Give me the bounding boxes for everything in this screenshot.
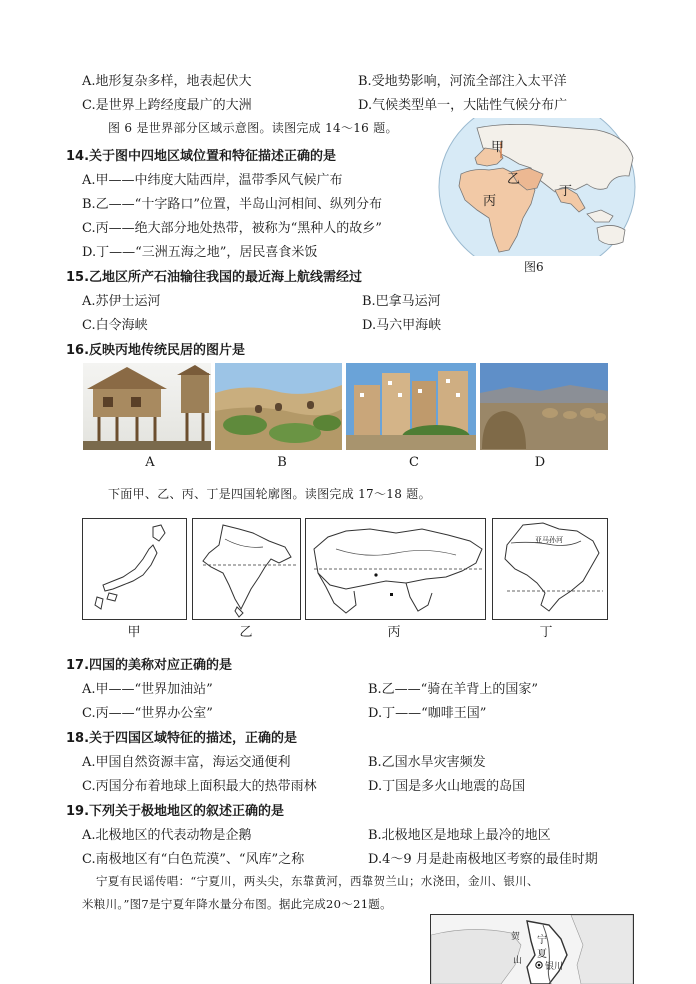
photo-c-label: C (409, 455, 419, 470)
question-17-option-d: D.丁——“咖啡王国” (368, 706, 487, 721)
question-15-option-a: A.苏伊士运河 (82, 294, 161, 309)
outline-map-jia-label: 甲 (127, 625, 141, 640)
question-15-option-b: B.巴拿马运河 (362, 294, 441, 309)
top-option-b: B.受地势影响，河流全部注入太平洋 (358, 74, 567, 89)
question-17-option-b: B.乙——“骑在羊背上的国家” (368, 682, 538, 697)
figure-7-label-ning: 宁 (537, 935, 547, 946)
photo-a-stilt-houses (83, 363, 211, 450)
question-19-option-b: B.北极地区是地球上最冷的地区 (368, 828, 551, 843)
question-14-stem: 14.关于图中四地区域位置和特征描述正确的是 (66, 149, 337, 164)
outline-map-yi-india (192, 518, 301, 620)
figure-6-label-ding: 丁 (559, 184, 573, 199)
question-17-stem: 17.四国的美称对应正确的是 (66, 658, 233, 673)
figure-6-label-bing: 丙 (483, 194, 497, 209)
question-18-option-c: C.丙国分布着地球上面积最大的热带雨林 (82, 779, 317, 794)
question-18-option-b: B.乙国水旱灾害频发 (368, 755, 486, 770)
figure-7-label-xia: 夏 (537, 949, 547, 960)
figure-7-ningxia-map (430, 914, 634, 984)
outline-map-jia-japan (82, 518, 187, 620)
question-14-option-a: A.甲——中纬度大陆西岸，温带季风气候广布 (82, 173, 343, 188)
question-14-option-b: B.乙——“十字路口”位置，半岛山河相间、纵列分布 (82, 197, 382, 212)
question-18-option-d: D.丁国是多火山地震的岛国 (368, 779, 526, 794)
photo-d-label: D (534, 455, 546, 470)
photo-d-thatched-huts (480, 363, 608, 450)
question-17-option-c: C.丙——“世界办公室” (82, 706, 213, 721)
intro-14-16: 图 6 是世界部分区域示意图。读图完成 14～16 题。 (108, 121, 398, 135)
question-14-option-d: D.丁——“三洲五海之地”，居民喜食米饭 (82, 245, 318, 260)
figure-7-label-shan: 山 (513, 956, 523, 966)
intro-17-18: 下面甲、乙、丙、丁是四国轮廓图。读图完成 17～18 题。 (108, 487, 431, 501)
question-17-option-a: A.甲——“世界加油站” (82, 682, 213, 697)
photo-b-label: B (277, 455, 287, 470)
figure-6-label-yi: 乙 (507, 172, 521, 187)
figure-6-map (437, 118, 637, 256)
photo-b-cave-dwellings (215, 363, 342, 450)
question-15-stem: 15.乙地区所产石油输往我国的最近海上航线需经过 (66, 270, 363, 285)
outline-map-ding-label: 丁 (539, 625, 553, 640)
figure-6-label-jia: 甲 (491, 140, 505, 155)
figure-6-caption: 图6 (524, 260, 544, 274)
top-option-c: C.是世界上跨经度最广的大洲 (82, 98, 252, 113)
figure-6 (437, 118, 637, 256)
question-19-option-d: D.4～9 月是赴南极地区考察的最佳时期 (368, 852, 598, 867)
question-19-option-c: C.南极地区有“白色荒漠”、“风库”之称 (82, 852, 305, 867)
question-19-option-a: A.北极地区的代表动物是企鹅 (82, 828, 252, 843)
outline-map-bing-russia-region (305, 518, 486, 620)
question-14-option-c: C.丙——绝大部分地处热带，被称为“黑种人的故乡” (82, 221, 382, 236)
question-16-stem: 16.反映丙地传统民居的图片是 (66, 343, 246, 358)
question-19-stem: 19.下列关于极地地区的叙述正确的是 (66, 804, 285, 819)
top-option-a: A.地形复杂多样，地表起伏大 (82, 74, 252, 89)
question-15-option-c: C.白令海峡 (82, 318, 148, 333)
outline-map-yi-label: 乙 (239, 625, 253, 640)
intro-20-21-line2: 米粮川。”图7是宁夏年降水量分布图。据此完成20～21题。 (82, 897, 392, 911)
figure-7-label-yinchuan: 银川 (545, 962, 564, 972)
photo-c-mud-brick-buildings (346, 363, 476, 450)
photo-a-label: A (145, 455, 155, 470)
top-option-d: D.气候类型单一，大陆性气候分布广 (358, 98, 568, 113)
question-18-stem: 18.关于四国区域特征的描述，正确的是 (66, 731, 298, 746)
question-15-option-d: D.马六甲海峡 (362, 318, 442, 333)
figure-7-label-he: 贺 (511, 932, 521, 942)
outline-map-bing-label: 丙 (387, 625, 401, 640)
question-18-option-a: A.甲国自然资源丰富，海运交通便利 (82, 755, 291, 770)
outline-map-ding-amazon-label: 亚马孙河 (535, 536, 563, 544)
outline-map-ding-brazil (492, 518, 608, 620)
intro-20-21-line1: 宁夏有民谣传唱：“宁夏川，两头尖，东靠黄河，西靠贺兰山；水浇田，金川、银川、 (96, 874, 539, 888)
